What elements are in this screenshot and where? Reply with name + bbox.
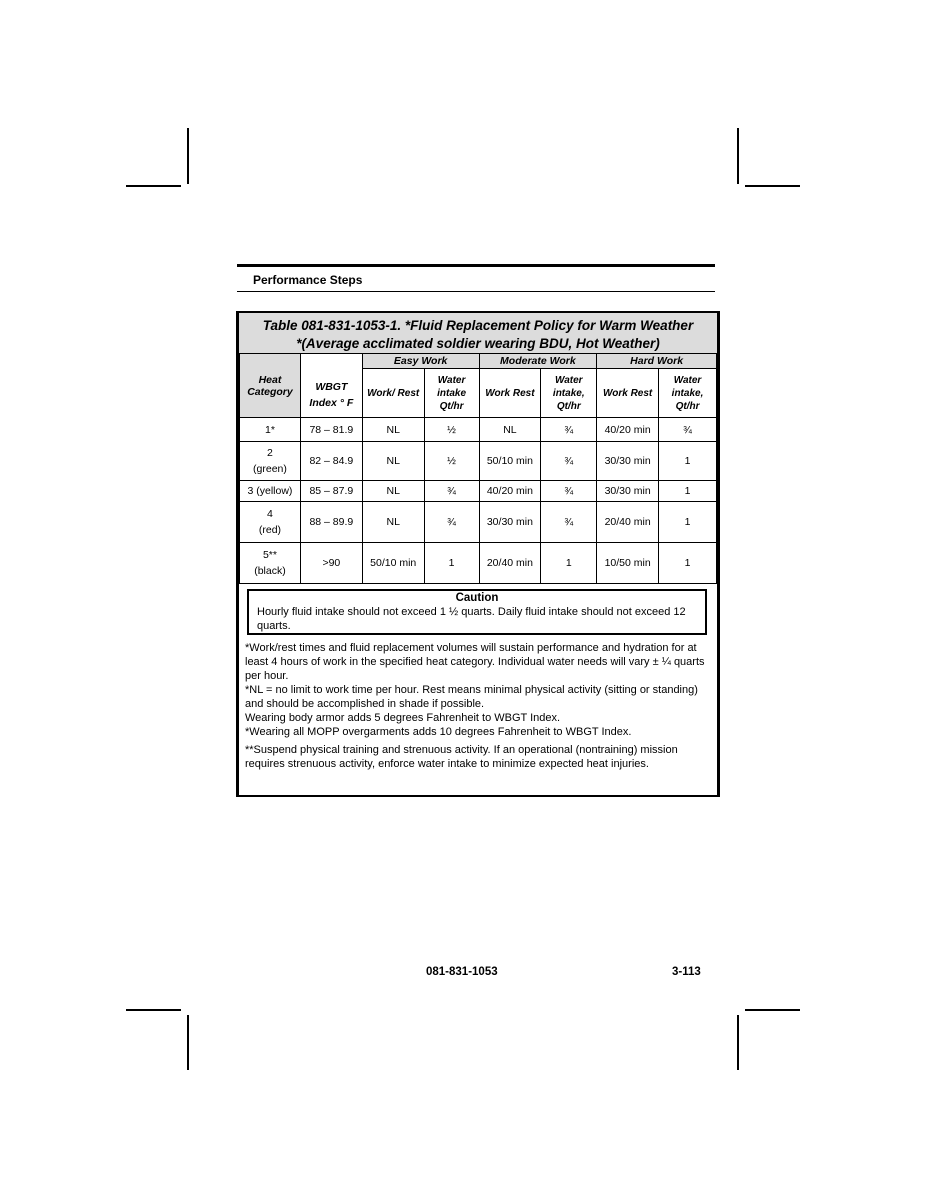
crop-mark-top-right-horizontal xyxy=(745,185,800,187)
header-moderate-work-rest: Work Rest xyxy=(479,369,541,418)
crop-mark-top-left-vertical xyxy=(187,128,189,184)
heat-category-color: (red) xyxy=(258,524,282,536)
heat-category-number: 5** xyxy=(262,549,277,561)
note-nl-definition: *NL = no limit to work time per hour. Rest means minimal physical activity (sitting or standing) and should be accomplished in shade if possible. xyxy=(245,684,698,710)
fluid-policy-box xyxy=(236,311,720,797)
cell-wbgt: >90 xyxy=(300,543,362,584)
header-moderate-work: Moderate Work xyxy=(479,354,597,369)
table-row xyxy=(240,543,717,584)
cell-moderate-water: 1 xyxy=(541,543,597,584)
cell-wbgt: 82 – 84.9 xyxy=(300,442,362,481)
caution-box xyxy=(247,589,707,635)
header-moderate-water-intake: Water intake, Qt/hr xyxy=(541,369,597,418)
caution-title: Caution xyxy=(455,592,499,604)
cell-moderate-work: 40/20 min xyxy=(479,481,541,502)
table-row xyxy=(240,418,717,442)
note-suspend-training: **Suspend physical training and strenuous activity. If an operational (nontraining) mission requires strenuous activity, enforce water intake to minimize expected heat injuries. xyxy=(245,744,678,770)
cell-hard-water: 1 xyxy=(659,543,717,584)
cell-hard-water: ¾ xyxy=(659,418,717,442)
cell-easy-work: NL xyxy=(362,481,424,502)
cell-hard-water: 1 xyxy=(659,481,717,502)
table-title-line-1: Table 081-831-1053-1. *Fluid Replacement Policy for Warm Weather xyxy=(262,318,694,333)
crop-mark-top-right-vertical xyxy=(737,128,739,184)
crop-mark-bottom-right-horizontal xyxy=(745,1009,800,1011)
crop-mark-bottom-left-horizontal xyxy=(126,1009,181,1011)
header-hard-work-rest: Work Rest xyxy=(597,369,659,418)
cell-heat-category xyxy=(240,502,301,543)
cell-hard-work: 40/20 min xyxy=(597,418,659,442)
cell-wbgt: 85 – 87.9 xyxy=(300,481,362,502)
heat-category-number: 2 xyxy=(267,447,273,459)
cell-easy-work: NL xyxy=(362,418,424,442)
crop-mark-top-left-horizontal xyxy=(126,185,181,187)
cell-heat-category: 3 (yellow) xyxy=(240,481,301,502)
header-hard-work: Hard Work xyxy=(597,354,717,369)
cell-easy-water: ½ xyxy=(424,418,479,442)
table-notes xyxy=(245,641,709,771)
cell-moderate-water: ¾ xyxy=(541,481,597,502)
cell-easy-water: ½ xyxy=(424,442,479,481)
heat-category-color: (black) xyxy=(254,565,286,577)
heat-category-color: (green) xyxy=(253,463,287,475)
cell-heat-category: 1* xyxy=(240,418,301,442)
table-row xyxy=(240,442,717,481)
crop-mark-bottom-left-vertical xyxy=(187,1015,189,1070)
cell-hard-work: 30/30 min xyxy=(597,442,659,481)
cell-easy-work: NL xyxy=(362,442,424,481)
section-header xyxy=(237,264,715,292)
cell-heat-category xyxy=(240,543,301,584)
header-hard-water-intake: Water intake, Qt/hr xyxy=(659,369,717,418)
note-work-rest: *Work/rest times and fluid replacement volumes will sustain performance and hydration for at least 4 hours of work in the specified heat category. Individual water needs will vary ± ¼ quarts per hour. xyxy=(245,642,705,682)
cell-moderate-work: 30/30 min xyxy=(479,502,541,543)
header-easy-water-intake: Water intake Qt/hr xyxy=(424,369,479,418)
cell-easy-water: ¾ xyxy=(424,502,479,543)
cell-moderate-water: ¾ xyxy=(541,418,597,442)
cell-moderate-water: ¾ xyxy=(541,502,597,543)
table-title-line-2: *(Average acclimated soldier wearing BDU, Hot Weather) xyxy=(296,336,660,351)
header-easy-work: Easy Work xyxy=(362,354,479,369)
header-easy-work-rest: Work/ Rest xyxy=(362,369,424,418)
cell-wbgt: 78 – 81.9 xyxy=(300,418,362,442)
header-wbgt-index: WBGT Index ° F xyxy=(300,354,362,418)
cell-easy-work: 50/10 min xyxy=(362,543,424,584)
note-mopp: *Wearing all MOPP overgarments adds 10 degrees Fahrenheit to WBGT Index. xyxy=(245,726,632,738)
cell-easy-water: ¾ xyxy=(424,481,479,502)
table-row xyxy=(240,502,717,543)
footer-page-number: 3-113 xyxy=(672,966,701,978)
cell-easy-work: NL xyxy=(362,502,424,543)
fluid-replacement-table xyxy=(239,353,717,584)
cell-hard-work: 20/40 min xyxy=(597,502,659,543)
cell-hard-water: 1 xyxy=(659,502,717,543)
cell-wbgt: 88 – 89.9 xyxy=(300,502,362,543)
note-body-armor: Wearing body armor adds 5 degrees Fahrenheit to WBGT Index. xyxy=(245,712,561,724)
table-row xyxy=(240,481,717,502)
cell-moderate-work: 20/40 min xyxy=(479,543,541,584)
footer-task-number: 081-831-1053 xyxy=(426,966,498,978)
table-title xyxy=(239,313,717,357)
cell-hard-work: 10/50 min xyxy=(597,543,659,584)
header-heat-category: Heat Category xyxy=(240,354,301,418)
cell-heat-category xyxy=(240,442,301,481)
section-title: Performance Steps xyxy=(253,273,363,287)
heat-category-number: 4 xyxy=(267,508,273,520)
caution-body: Hourly fluid intake should not exceed 1 ½ quarts. Daily fluid intake should not exceed 12 quarts. xyxy=(257,606,686,632)
cell-moderate-work: NL xyxy=(479,418,541,442)
cell-hard-work: 30/30 min xyxy=(597,481,659,502)
cell-moderate-work: 50/10 min xyxy=(479,442,541,481)
cell-hard-water: 1 xyxy=(659,442,717,481)
cell-easy-water: 1 xyxy=(424,543,479,584)
cell-moderate-water: ¾ xyxy=(541,442,597,481)
crop-mark-bottom-right-vertical xyxy=(737,1015,739,1070)
